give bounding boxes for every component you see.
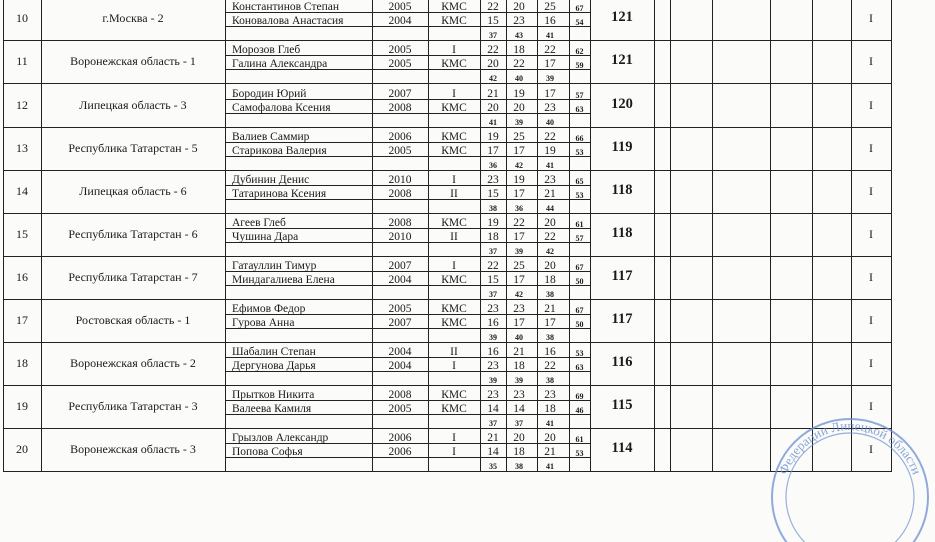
athlete-name: Ефимов Федор <box>232 303 306 315</box>
team-total: 117 <box>611 311 633 327</box>
row-separator <box>3 83 891 84</box>
series-score: 19 <box>487 217 499 229</box>
sport-rank: КМС <box>441 131 467 143</box>
athlete-name: Дубинин Денис <box>232 174 310 186</box>
row-separator <box>3 471 891 472</box>
grid-vline <box>812 0 813 472</box>
series-subtotal: 38 <box>489 204 497 213</box>
series-score: 22 <box>487 44 499 56</box>
series-score: 23 <box>487 174 499 186</box>
team-total: 115 <box>611 397 633 413</box>
series-score: 22 <box>544 44 556 56</box>
series-subtotal: 41 <box>489 118 497 127</box>
row-separator <box>3 342 891 343</box>
series-subtotal: 37 <box>489 31 497 40</box>
athlete-name: Грызлов Александр <box>232 432 329 444</box>
series-score: 22 <box>487 1 499 13</box>
athlete-name: Бородин Юрий <box>232 88 307 100</box>
team-total: 120 <box>611 96 633 112</box>
series-score: 21 <box>544 188 556 200</box>
sport-category: I <box>869 98 873 112</box>
series-score: 18 <box>544 403 556 415</box>
series-score: 23 <box>487 389 499 401</box>
sport-category: I <box>869 356 873 370</box>
series-subtotal: 39 <box>546 74 554 83</box>
athlete-sum: 57 <box>575 234 584 243</box>
series-subtotal: 37 <box>489 290 497 299</box>
grid-vline <box>712 0 713 472</box>
row-separator <box>3 127 891 128</box>
team-total: 118 <box>611 182 633 198</box>
series-score: 22 <box>544 231 556 243</box>
athlete-name: Самофалова Ксения <box>232 102 331 114</box>
athlete-name: Валеева Камиля <box>232 403 312 415</box>
team-total: 121 <box>611 9 633 25</box>
athlete-sum: 67 <box>575 263 584 272</box>
birth-year: 2008 <box>388 188 412 200</box>
athlete-name: Коновалова Анастасия <box>232 15 344 27</box>
sport-rank: II <box>450 346 458 358</box>
series-score: 22 <box>544 131 556 143</box>
series-score: 23 <box>513 389 525 401</box>
series-score: 21 <box>487 432 499 444</box>
athlete-name: Шабалин Степан <box>232 346 316 358</box>
birth-year: 2008 <box>388 217 412 229</box>
team-name: Ростовская область - 1 <box>75 313 191 327</box>
row-separator <box>3 428 891 429</box>
series-score: 20 <box>487 58 499 70</box>
sport-rank: I <box>452 260 456 272</box>
series-score: 17 <box>513 317 525 329</box>
athlete-sum: 50 <box>575 277 584 286</box>
series-score: 15 <box>487 188 499 200</box>
sport-category: I <box>869 11 873 25</box>
series-score: 19 <box>513 174 525 186</box>
series-score: 22 <box>487 260 499 272</box>
sport-rank: I <box>452 432 456 444</box>
series-score: 20 <box>513 102 525 114</box>
athlete-sum: 50 <box>575 320 584 329</box>
athlete-sum: 65 <box>575 177 584 186</box>
sport-rank: I <box>452 88 456 100</box>
series-subtotal: 40 <box>515 74 523 83</box>
athlete-name: Валиев Саммир <box>232 131 310 143</box>
athlete-name: Константинов Степан <box>232 1 339 13</box>
series-score: 17 <box>544 88 556 100</box>
sport-category: I <box>869 141 873 155</box>
series-score: 18 <box>487 231 499 243</box>
sport-rank: КМС <box>441 317 467 329</box>
series-score: 20 <box>487 102 499 114</box>
athlete-sum: 54 <box>575 18 584 27</box>
athlete-name: Гурова Анна <box>232 317 295 329</box>
team-name: Республика Татарстан - 6 <box>68 227 198 241</box>
place-number: 17 <box>16 313 28 327</box>
series-score: 19 <box>513 88 525 100</box>
series-score: 23 <box>513 303 525 315</box>
birth-year: 2006 <box>388 432 412 444</box>
birth-year: 2007 <box>388 88 412 100</box>
series-score: 14 <box>487 446 499 458</box>
sport-category: I <box>869 54 873 68</box>
athlete-sum: 66 <box>575 134 584 143</box>
birth-year: 2005 <box>388 58 412 70</box>
series-score: 18 <box>513 44 525 56</box>
athlete-sum: 61 <box>575 435 584 444</box>
athlete-name: Дергунова Дарья <box>232 360 316 372</box>
series-score: 17 <box>487 145 499 157</box>
birth-year: 2005 <box>388 145 412 157</box>
series-score: 25 <box>513 131 525 143</box>
series-score: 20 <box>544 217 556 229</box>
birth-year: 2004 <box>388 360 412 372</box>
athlete-name: Морозов Глеб <box>232 44 301 56</box>
sport-category: I <box>869 313 873 327</box>
series-subtotal: 35 <box>489 462 497 471</box>
series-score: 19 <box>487 131 499 143</box>
series-score: 17 <box>544 317 556 329</box>
series-subtotal: 40 <box>546 118 554 127</box>
birth-year: 2006 <box>388 446 412 458</box>
place-number: 20 <box>16 442 28 456</box>
grid-vline <box>225 0 226 472</box>
row-separator <box>3 256 891 257</box>
series-score: 20 <box>544 260 556 272</box>
sport-rank: КМС <box>441 217 467 229</box>
series-subtotal: 36 <box>489 161 497 170</box>
sport-category: I <box>869 184 873 198</box>
athlete-name: Чушина Дара <box>232 231 299 243</box>
team-total: 117 <box>611 268 633 284</box>
series-score: 15 <box>487 274 499 286</box>
series-score: 21 <box>544 446 556 458</box>
athlete-name: Попова Софья <box>232 446 303 458</box>
series-subtotal: 41 <box>546 161 554 170</box>
grid-vline <box>654 0 655 472</box>
series-score: 22 <box>544 360 556 372</box>
team-total: 116 <box>611 354 633 370</box>
birth-year: 2006 <box>388 131 412 143</box>
series-subtotal: 41 <box>546 419 554 428</box>
sport-category: I <box>869 227 873 241</box>
athlete-sum: 46 <box>575 406 584 415</box>
team-name: Липецкая область - 3 <box>79 98 187 112</box>
birth-year: 2004 <box>388 346 412 358</box>
athlete-sum: 62 <box>575 47 584 56</box>
team-name: Липецкая область - 6 <box>79 184 187 198</box>
series-score: 22 <box>513 217 525 229</box>
series-score: 21 <box>513 346 525 358</box>
series-score: 18 <box>513 360 525 372</box>
sport-rank: КМС <box>441 58 467 70</box>
team-name: Республика Татарстан - 7 <box>68 270 198 284</box>
athlete-sum: 69 <box>575 392 584 401</box>
series-subtotal: 39 <box>515 247 523 256</box>
team-name: Воронежская область - 1 <box>70 54 196 68</box>
series-subtotal: 43 <box>515 31 523 40</box>
series-score: 25 <box>544 1 556 13</box>
birth-year: 2010 <box>388 231 412 243</box>
place-number: 14 <box>16 184 28 198</box>
series-score: 17 <box>544 58 556 70</box>
series-score: 14 <box>487 403 499 415</box>
grid-vline <box>670 0 671 472</box>
series-subtotal: 42 <box>546 247 554 256</box>
athlete-sum: 63 <box>575 105 584 114</box>
series-subtotal: 42 <box>515 161 523 170</box>
athlete-sum: 67 <box>575 306 584 315</box>
sport-category: I <box>869 270 873 284</box>
sport-rank: I <box>452 446 456 458</box>
team-total: 114 <box>611 440 633 456</box>
birth-year: 2004 <box>388 274 412 286</box>
series-score: 23 <box>487 303 499 315</box>
athlete-sum: 53 <box>575 191 584 200</box>
place-number: 15 <box>16 227 28 241</box>
athlete-sum: 59 <box>575 61 584 70</box>
series-subtotal: 41 <box>546 462 554 471</box>
series-subtotal: 41 <box>546 31 554 40</box>
series-score: 23 <box>487 360 499 372</box>
place-number: 18 <box>16 356 28 370</box>
athlete-name: Татаринова Ксения <box>232 188 327 200</box>
series-subtotal: 37 <box>515 419 523 428</box>
athlete-name: Старикова Валерия <box>232 145 327 157</box>
series-subtotal: 39 <box>489 376 497 385</box>
athlete-name: Агеев Глеб <box>232 217 286 229</box>
birth-year: 2005 <box>388 303 412 315</box>
series-score: 19 <box>544 145 556 157</box>
team-name: г.Москва - 2 <box>102 11 164 25</box>
row-separator <box>3 299 891 300</box>
series-subtotal: 38 <box>546 333 554 342</box>
sport-rank: КМС <box>441 303 467 315</box>
birth-year: 2004 <box>388 15 412 27</box>
birth-year: 2007 <box>388 260 412 272</box>
row-separator <box>3 40 891 41</box>
series-score: 16 <box>544 15 556 27</box>
birth-year: 2005 <box>388 1 412 13</box>
series-score: 25 <box>513 260 525 272</box>
birth-year: 2010 <box>388 174 412 186</box>
series-subtotal: 42 <box>489 74 497 83</box>
series-score: 23 <box>513 15 525 27</box>
series-score: 16 <box>487 346 499 358</box>
place-number: 16 <box>16 270 28 284</box>
series-score: 21 <box>544 303 556 315</box>
sport-rank: II <box>450 188 458 200</box>
grid-vline <box>770 0 771 472</box>
grid-vline <box>891 0 892 472</box>
sport-rank: II <box>450 231 458 243</box>
series-score: 23 <box>544 174 556 186</box>
team-name: Республика Татарстан - 5 <box>68 141 198 155</box>
series-score: 20 <box>513 432 525 444</box>
sport-rank: КМС <box>441 403 467 415</box>
place-number: 12 <box>16 98 28 112</box>
place-number: 13 <box>16 141 28 155</box>
athlete-name: Прытков Никита <box>232 389 315 401</box>
series-score: 22 <box>513 58 525 70</box>
series-score: 16 <box>544 346 556 358</box>
sport-rank: I <box>452 174 456 186</box>
series-score: 17 <box>513 188 525 200</box>
birth-year: 2005 <box>388 44 412 56</box>
series-subtotal: 38 <box>515 462 523 471</box>
series-score: 23 <box>544 389 556 401</box>
series-subtotal: 39 <box>515 118 523 127</box>
athlete-sum: 53 <box>575 148 584 157</box>
birth-year: 2008 <box>388 102 412 114</box>
team-name: Воронежская область - 3 <box>70 442 196 456</box>
team-total: 118 <box>611 225 633 241</box>
athlete-name: Миндагалиева Елена <box>232 274 335 286</box>
athlete-sum: 53 <box>575 449 584 458</box>
series-score: 23 <box>544 102 556 114</box>
sport-rank: КМС <box>441 389 467 401</box>
athlete-name: Гатауллин Тимур <box>232 260 317 272</box>
series-subtotal: 36 <box>515 204 523 213</box>
sport-rank: КМС <box>441 145 467 157</box>
series-subtotal: 37 <box>489 247 497 256</box>
team-total: 121 <box>611 52 633 68</box>
place-number: 19 <box>16 399 28 413</box>
series-subtotal: 44 <box>546 204 554 213</box>
athlete-sum: 53 <box>575 349 584 358</box>
sport-rank: КМС <box>441 274 467 286</box>
team-name: Воронежская область - 2 <box>70 356 196 370</box>
team-name: Республика Татарстан - 3 <box>68 399 198 413</box>
sport-rank: КМС <box>441 1 467 13</box>
team-total: 119 <box>611 139 633 155</box>
svg-text:Федерации Липецкой области: Федерации Липецкой области <box>775 417 925 477</box>
series-score: 17 <box>513 274 525 286</box>
series-subtotal: 39 <box>489 333 497 342</box>
series-subtotal: 40 <box>515 333 523 342</box>
series-score: 16 <box>487 317 499 329</box>
row-separator <box>3 213 891 214</box>
athlete-sum: 63 <box>575 363 584 372</box>
birth-year: 2008 <box>388 389 412 401</box>
series-score: 18 <box>513 446 525 458</box>
sport-rank: КМС <box>441 102 467 114</box>
birth-year: 2007 <box>388 317 412 329</box>
series-score: 15 <box>487 15 499 27</box>
series-score: 18 <box>544 274 556 286</box>
series-subtotal: 38 <box>546 376 554 385</box>
row-separator <box>3 385 891 386</box>
series-subtotal: 39 <box>515 376 523 385</box>
athlete-name: Галина Александра <box>232 58 328 70</box>
sport-category: I <box>869 442 873 456</box>
series-score: 14 <box>513 403 525 415</box>
series-score: 20 <box>513 1 525 13</box>
series-score: 17 <box>513 231 525 243</box>
series-subtotal: 42 <box>515 290 523 299</box>
series-subtotal: 37 <box>489 419 497 428</box>
athlete-sum: 57 <box>575 91 584 100</box>
series-subtotal: 38 <box>546 290 554 299</box>
series-score: 17 <box>513 145 525 157</box>
sport-rank: I <box>452 360 456 372</box>
athlete-sum: 61 <box>575 220 584 229</box>
athlete-sum: 67 <box>575 4 584 13</box>
sport-category: I <box>869 399 873 413</box>
series-score: 20 <box>544 432 556 444</box>
place-number: 10 <box>16 11 28 25</box>
sport-rank: I <box>452 44 456 56</box>
place-number: 11 <box>16 54 28 68</box>
birth-year: 2005 <box>388 403 412 415</box>
row-separator <box>3 170 891 171</box>
series-score: 21 <box>487 88 499 100</box>
sport-rank: КМС <box>441 15 467 27</box>
